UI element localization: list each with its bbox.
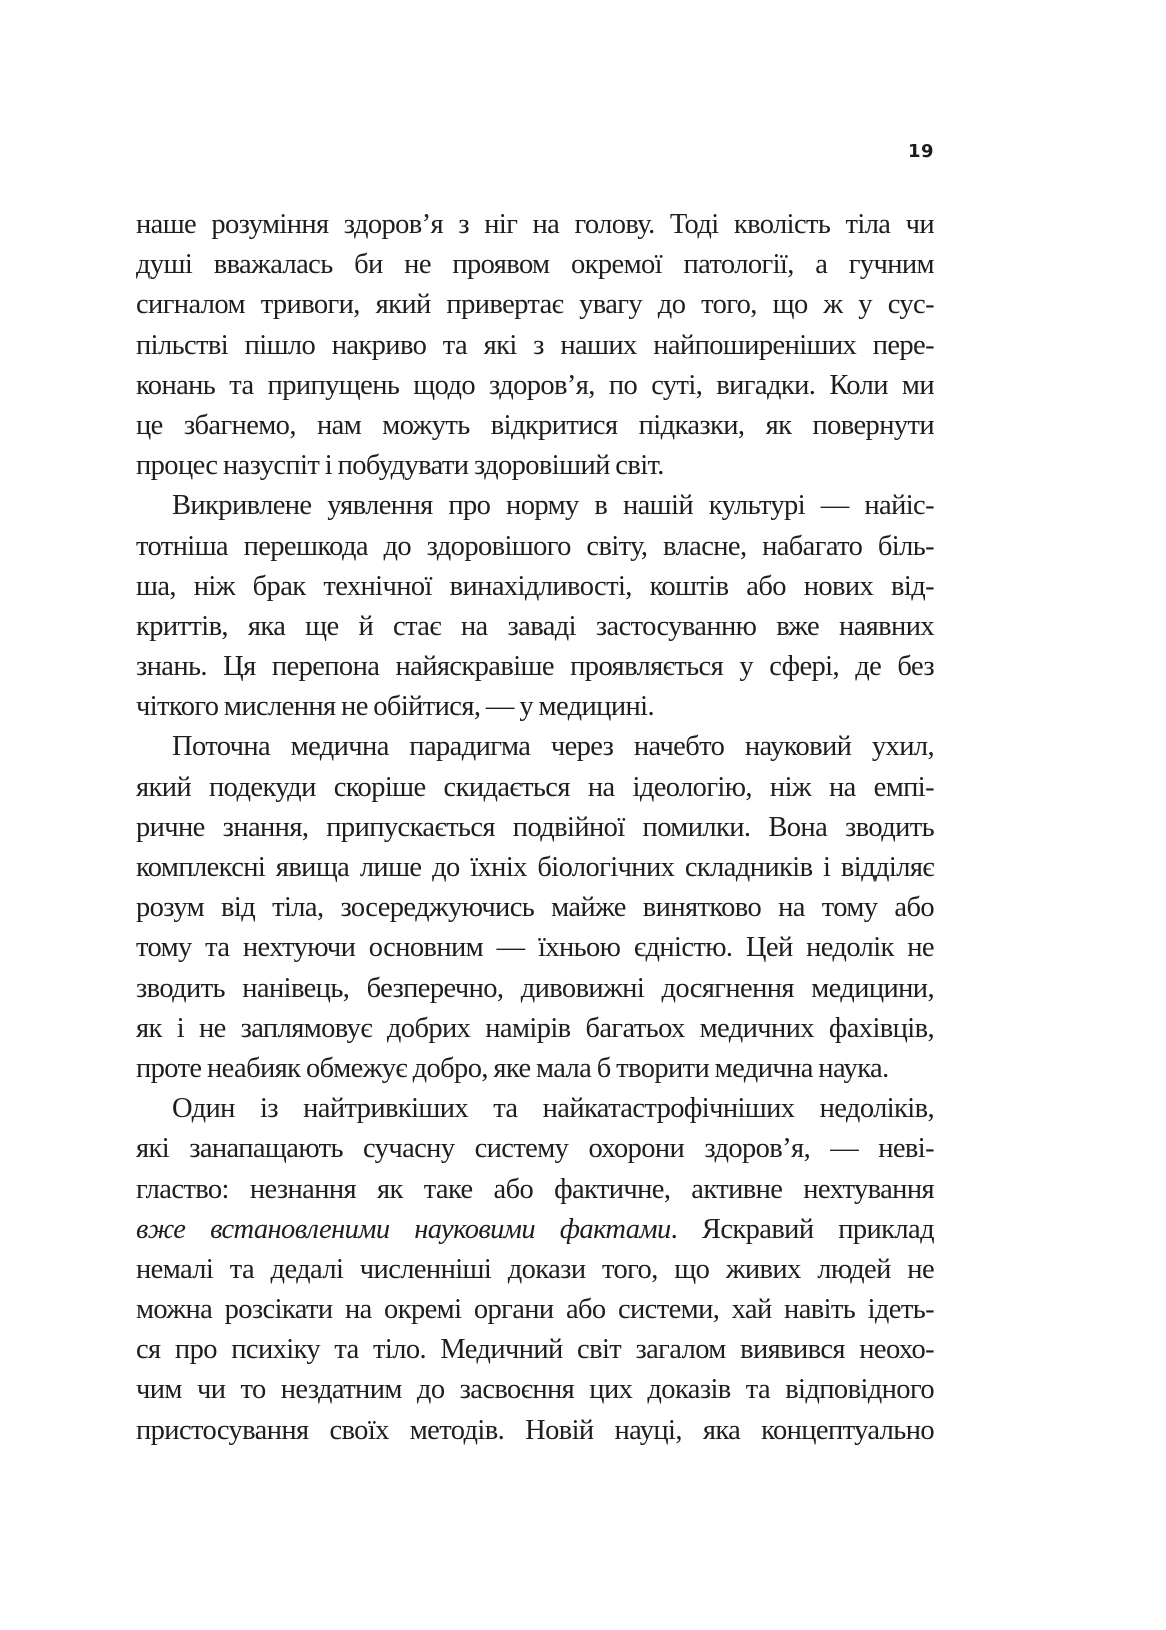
body-text (136, 205, 934, 1451)
text-line: чим чи то нездатним до засвоєння цих доказів та відповідного (136, 1374, 934, 1406)
text-line: який подекуди скоріше скидається на ідеологію, ніж на емпі- (136, 771, 934, 803)
text-line: гластво: незнання як таке або фактичне, активне нехтування (136, 1173, 934, 1205)
text-line-with-emphasis (136, 1210, 934, 1250)
text-line: ся про психіку та тіло. Медичний світ загалом виявився неохо- (136, 1334, 934, 1366)
text-line: процес назуспіт і побудувати здоровіший світ. (136, 450, 664, 482)
text-line: немалі та дедалі численніші докази того, що живих людей не (136, 1253, 934, 1285)
text-line: які занапащають сучасну систему охорони здоров’я, — неві- (136, 1133, 934, 1165)
text-line: комплексні явища лише до їхніх біологічних складників і відділяє (136, 852, 934, 883)
text-fragment: . Яскравий приклад (670, 1213, 934, 1245)
text-line: тотніша перешкода до здоровішого світу, власне, набагато біль- (136, 530, 934, 562)
emphasis-text: вже встановленими науковими фактами (136, 1213, 671, 1245)
text-line: конань та припущень щодо здоров’я, по суті, вигадки. Коли ми (136, 369, 934, 401)
text-line: душі вважалась би не проявом окремої патології, а гучним (136, 249, 934, 281)
paragraph-4 (136, 1089, 934, 1451)
text-line: сигналом тривоги, який привертає увагу до того, що ж у сус- (136, 289, 934, 321)
text-line: як і не заплямовує добрих намірів багатьох медичних фахівців, (136, 1012, 934, 1044)
text-line: тому та нехтуючи основним — їхньою єдністю. Цей недолік не (136, 932, 934, 964)
text-line: ша, ніж брак технічної винахідливості, коштів або нових від- (136, 570, 934, 602)
paragraph-2 (136, 486, 934, 727)
text-line: пристосування своїх методів. Новій науці, яка концептуально (136, 1414, 934, 1446)
page-number: 19 (907, 141, 934, 162)
text-line: Поточна медична парадигма через начебто науковий ухил, (172, 731, 934, 763)
text-line: пільстві пішло накриво та які з наших найпоширеніших пере- (136, 329, 934, 361)
text-line: проте неабияк обмежує добро, яке мала б творити медична наука. (136, 1052, 889, 1084)
text-line: це збагнемо, нам можуть відкритися підказки, як повернути (136, 409, 934, 441)
text-line: можна розсікати на окремі органи або системи, хай навіть ідеть- (136, 1294, 934, 1326)
text-line: зводить нанівець, безперечно, дивовижні досягнення медицини, (136, 972, 934, 1004)
text-line: Один із найтривкіших та найкатастрофічніших недоліків, (172, 1093, 934, 1125)
text-line: розум від тіла, зосереджуючись майже винятково на тому або (136, 892, 934, 924)
text-line: ричне знання, припускається подвійної помилки. Вона зводить (136, 811, 934, 843)
text-line: наше розуміння здоров’я з ніг на голову. Тоді кволість тіла чи (136, 209, 934, 240)
paragraph-1 (136, 205, 934, 486)
text-line: криттів, яка ще й стає на заваді застосуванню вже наявних (136, 610, 934, 642)
text-line: Викривлене уявлення про норму в нашій культурі — найіс- (172, 490, 934, 522)
paragraph-3 (136, 727, 934, 1089)
text-line: чіткого мислення не обійтися, — у медицині. (136, 691, 654, 723)
text-line: знань. Ця перепона найяскравіше проявляється у сфері, де без (136, 651, 934, 683)
